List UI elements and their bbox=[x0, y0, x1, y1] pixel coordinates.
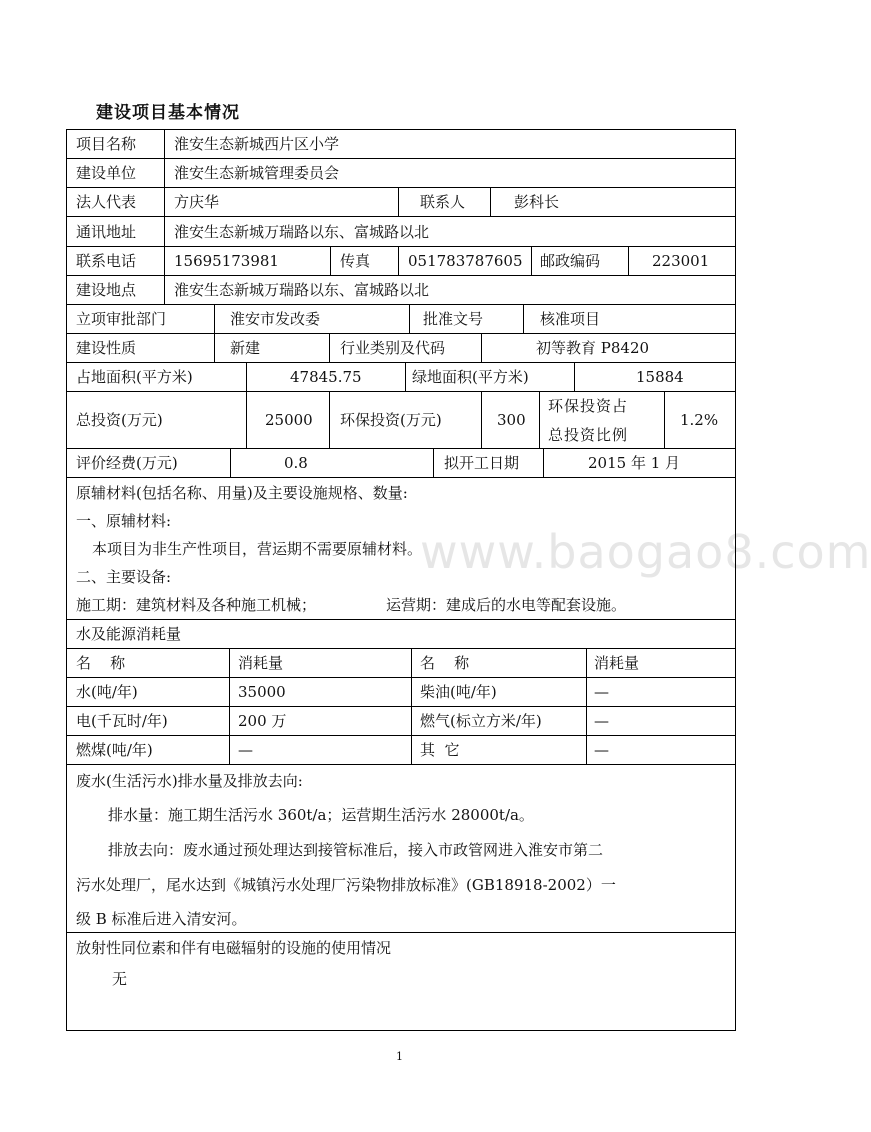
eval-fee-label: 评价经费(万元) bbox=[76, 454, 178, 472]
col-divider bbox=[330, 246, 331, 275]
approval-dept-label: 立项审批部门 bbox=[76, 310, 167, 328]
radiation-value: 无 bbox=[112, 970, 128, 988]
energy-col-amount: 消耗量 bbox=[238, 654, 284, 672]
energy-col-amount-2: 消耗量 bbox=[594, 654, 640, 672]
invest-label: 总投资(万元) bbox=[76, 411, 163, 429]
energy-item-name: 燃煤(吨/年) bbox=[76, 741, 153, 759]
energy-heading: 水及能源消耗量 bbox=[76, 625, 182, 643]
site-value: 淮安生态新城万瑞路以东、富城路以北 bbox=[174, 281, 430, 299]
row-divider bbox=[66, 735, 736, 736]
invest-value: 25000 bbox=[265, 411, 313, 429]
col-divider bbox=[246, 391, 247, 448]
row-divider bbox=[66, 304, 736, 305]
col-divider bbox=[411, 648, 412, 764]
energy-col-name: 名 称 bbox=[76, 654, 126, 672]
col-divider bbox=[164, 129, 165, 304]
address-label: 通讯地址 bbox=[76, 223, 137, 241]
energy-item-amount: — bbox=[238, 741, 253, 759]
row-divider bbox=[66, 677, 736, 678]
eval-fee-value: 0.8 bbox=[284, 454, 308, 472]
materials-heading: 原辅材料(包括名称、用量)及主要设施规格、数量: bbox=[76, 484, 408, 502]
phone-value: 15695173981 bbox=[174, 252, 279, 270]
green-value: 15884 bbox=[636, 368, 684, 386]
row-divider bbox=[66, 158, 736, 159]
row-divider bbox=[66, 362, 736, 363]
energy-item-name: 水(吨/年) bbox=[76, 683, 138, 701]
col-divider bbox=[586, 648, 587, 764]
energy-col-name-2: 名 称 bbox=[420, 654, 470, 672]
energy-item-name-2: 柴油(吨/年) bbox=[420, 683, 497, 701]
contact-label: 联系人 bbox=[420, 193, 466, 211]
energy-item-amount: 35000 bbox=[238, 683, 286, 701]
legal-rep-value: 方庆华 bbox=[174, 193, 220, 211]
env-ratio-label-line2: 总投资比例 bbox=[548, 426, 629, 444]
start-date-label: 拟开工日期 bbox=[444, 454, 520, 472]
energy-item-amount-2: — bbox=[594, 741, 609, 759]
wastewater-line1: 排水量：施工期生活污水 360t/a；运营期生活污水 28000t/a。 bbox=[108, 806, 534, 824]
industry-label: 行业类别及代码 bbox=[340, 339, 446, 357]
col-divider bbox=[481, 391, 482, 448]
start-date-value: 2015 年 1 月 bbox=[588, 454, 681, 472]
col-divider bbox=[398, 187, 399, 216]
builder-label: 建设单位 bbox=[76, 164, 137, 182]
materials-sub1: 一、原辅材料: bbox=[76, 512, 172, 530]
col-divider bbox=[664, 391, 665, 448]
approval-dept-value: 淮安市发改委 bbox=[230, 310, 321, 328]
energy-item-name-2: 其 它 bbox=[420, 741, 460, 759]
approval-doc-label: 批准文号 bbox=[423, 310, 484, 328]
postcode-value: 223001 bbox=[652, 252, 710, 270]
col-divider bbox=[523, 304, 524, 333]
col-divider bbox=[531, 246, 532, 275]
area-label: 占地面积(平方米) bbox=[76, 368, 193, 386]
approval-doc-value: 核准项目 bbox=[540, 310, 601, 328]
env-ratio-value: 1.2% bbox=[680, 411, 719, 429]
env-ratio-label-line1: 环保投资占 bbox=[548, 397, 629, 415]
area-value: 47845.75 bbox=[290, 368, 362, 386]
row-divider bbox=[66, 246, 736, 247]
col-divider bbox=[246, 362, 247, 391]
col-divider bbox=[229, 648, 230, 764]
materials-text2a: 施工期：建筑材料及各种施工机械； bbox=[76, 596, 317, 614]
row-divider bbox=[66, 706, 736, 707]
page-number: 1 bbox=[396, 1050, 403, 1063]
legal-rep-label: 法人代表 bbox=[76, 193, 137, 211]
materials-text1: 本项目为非生产性项目，营运期不需要原辅材料。 bbox=[92, 540, 423, 558]
address-value: 淮安生态新城万瑞路以东、富城路以北 bbox=[174, 223, 430, 241]
materials-sub2: 二、主要设备: bbox=[76, 568, 172, 586]
phone-label: 联系电话 bbox=[76, 252, 137, 270]
env-invest-value: 300 bbox=[497, 411, 526, 429]
watermark: www.baogao8.com bbox=[420, 525, 871, 579]
row-divider bbox=[66, 448, 736, 449]
nature-value: 新建 bbox=[230, 339, 261, 357]
contact-value: 彭科长 bbox=[514, 193, 560, 211]
row-divider bbox=[66, 391, 736, 392]
project-name-label: 项目名称 bbox=[76, 135, 137, 153]
row-divider bbox=[66, 932, 736, 933]
row-divider bbox=[66, 187, 736, 188]
row-divider bbox=[66, 619, 736, 620]
row-divider bbox=[66, 764, 736, 765]
row-divider bbox=[66, 275, 736, 276]
col-divider bbox=[490, 187, 491, 216]
industry-value: 初等教育 P8420 bbox=[536, 339, 650, 357]
col-divider bbox=[481, 333, 482, 362]
radiation-heading: 放射性同位素和伴有电磁辐射的设施的使用情况 bbox=[76, 939, 392, 957]
postcode-label: 邮政编码 bbox=[540, 252, 601, 270]
page-title: 建设项目基本情况 bbox=[96, 103, 240, 123]
env-invest-label: 环保投资(万元) bbox=[340, 411, 442, 429]
col-divider bbox=[574, 362, 575, 391]
site-label: 建设地点 bbox=[76, 281, 137, 299]
wastewater-line2: 排放去向：废水通过预处理达到接管标准后，接入市政管网进入淮安市第二 bbox=[108, 841, 604, 859]
materials-text2b: 运营期：建成后的水电等配套设施。 bbox=[386, 596, 627, 614]
fax-label: 传真 bbox=[340, 252, 371, 270]
col-divider bbox=[539, 391, 540, 448]
energy-item-amount-2: — bbox=[594, 712, 609, 730]
col-divider bbox=[329, 391, 330, 448]
col-divider bbox=[409, 304, 410, 333]
builder-value: 淮安生态新城管理委员会 bbox=[174, 164, 340, 182]
col-divider bbox=[214, 304, 215, 333]
energy-item-amount: 200 万 bbox=[238, 712, 287, 730]
project-name-value: 淮安生态新城西片区小学 bbox=[174, 135, 340, 153]
col-divider bbox=[628, 246, 629, 275]
energy-item-name: 电(千瓦时/年) bbox=[76, 712, 168, 730]
col-divider bbox=[329, 333, 330, 362]
col-divider bbox=[214, 333, 215, 362]
row-divider bbox=[66, 216, 736, 217]
fax-value: 051783787605 bbox=[408, 252, 523, 270]
energy-item-amount-2: — bbox=[594, 683, 609, 701]
col-divider bbox=[405, 362, 406, 391]
wastewater-heading: 废水(生活污水)排水量及排放去向: bbox=[76, 772, 303, 790]
col-divider bbox=[543, 448, 544, 477]
row-divider bbox=[66, 333, 736, 334]
row-divider bbox=[66, 477, 736, 478]
wastewater-line4: 级 B 标准后进入清安河。 bbox=[76, 910, 247, 928]
wastewater-line3: 污水处理厂，尾水达到《城镇污水处理厂污染物排放标准》(GB18918-2002）一 bbox=[76, 876, 616, 894]
col-divider bbox=[230, 448, 231, 477]
green-label: 绿地面积(平方米) bbox=[412, 368, 529, 386]
energy-item-name-2: 燃气(标立方米/年) bbox=[420, 712, 542, 730]
nature-label: 建设性质 bbox=[76, 339, 137, 357]
col-divider bbox=[398, 246, 399, 275]
col-divider bbox=[433, 448, 434, 477]
row-divider bbox=[66, 648, 736, 649]
